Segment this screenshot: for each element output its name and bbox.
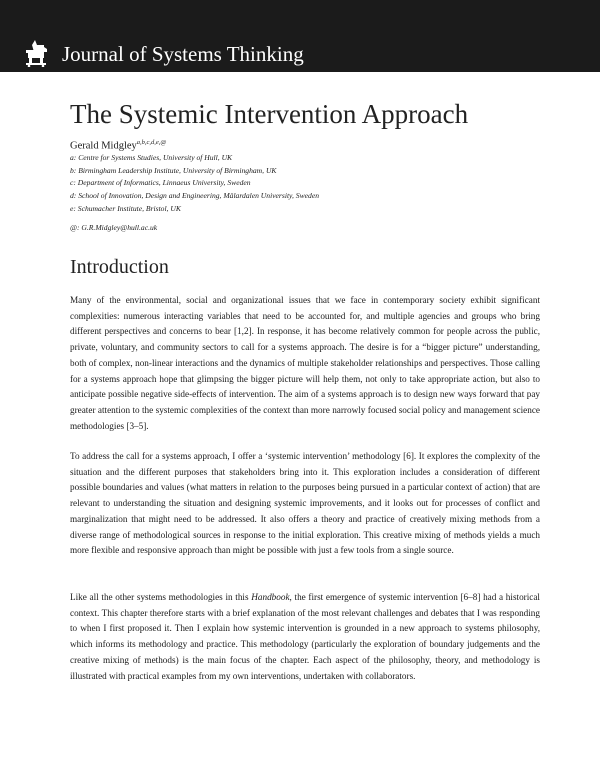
affiliation-item: d: School of Innovation, Design and Engineering, Mälardalen University, Sweden bbox=[70, 191, 320, 201]
author-superscript: a,b,c,d,e,@ bbox=[136, 139, 167, 146]
paragraph-text: , the first emergence of systemic intervention [6–8] had a historical context. This chapter therefore starts with a brief explanation of the most relevant challenges and debates that I was responding to when I first proposed it. Then I explain how systemic intervention is grounded in a new approach to systems philosophy, which informs its methodology and practice. This methodology (particularly the exploration of boundary judgements and the creative mixing of methods) is the main focus of the chapter. Each aspect of the philosophy, theory, and methodology is illustrated with practical examples from my own interventions, undertaken with collaborators. bbox=[70, 592, 540, 681]
trojan-horse-icon bbox=[22, 40, 52, 67]
author-name: Gerald Midgley bbox=[70, 140, 137, 152]
journal-name: Journal of Systems Thinking bbox=[62, 42, 304, 66]
affiliation-item: c: Department of Informatics, Linnaeus University, Sweden bbox=[70, 178, 251, 188]
article-title: The Systemic Intervention Approach bbox=[70, 99, 469, 129]
book-title: Handbook bbox=[251, 592, 290, 602]
journal-header bbox=[0, 0, 600, 72]
body-paragraph bbox=[70, 590, 540, 684]
author-email[interactable]: @: G.R.Midgley@hull.ac.uk bbox=[70, 223, 158, 232]
affiliation-item: a: Centre for Systems Studies, University of Hull, UK bbox=[70, 153, 233, 162]
section-heading: Introduction bbox=[70, 256, 169, 278]
paragraph-text: Like all the other systems methodologies in this bbox=[70, 592, 252, 602]
affiliation-item: b: Birmingham Leadership Institute, University of Birmingham, UK bbox=[70, 165, 277, 175]
affiliation-item: e: Schumacher Institute, Bristol, UK bbox=[70, 203, 181, 213]
author-line bbox=[70, 136, 166, 154]
body-paragraph: To address the call for a systems approach, I offer a ‘systemic intervention’ methodology [6]. It explores the complexity of the situation and the different purposes that stakeholders bring into it. This exploration includes a consideration of different possible boundaries and values (what matters in relation to the purposes being pursued in a particular context of action) that are relevant to understanding the situation and designing systemic improvements, and it looks out for processes of conflict and marginalization that might need to be addressed. It also offers a theory and practice of creatively mixing methods from a diverse range of methodological sources in response to the initial exploration. This creative mixing of methods yields a much more flexible and responsive approach than might be possible with just a few tools from a single source. bbox=[70, 451, 540, 556]
body-paragraph: Many of the environmental, social and organizational issues that we face in contemporary society exhibit significant complexities: numerous interacting variables that need to be accounted for, and multiple agencies and groups who bring different perspectives and concerns to bear [1,2]. In response, it has become relatively common for people across the public, private, voluntary, and community sectors to call for a systems approach. The desire is for a “bigger picture” understanding, both of complex, non-linear interactions and the dynamics of multiple stakeholder relationships and perspectives. Those calling for a systems approach hope that glimpsing the bigger picture will help them, not only to take appropriate action, but also to anticipate possible negative side-effects of intervention. The aim of a systems approach is to design new ways forward that pay greater attention to the systemic complexities of the context than more narrowly focused social policy and management science methodologies [3–5]. bbox=[70, 295, 540, 431]
affiliation-list bbox=[70, 152, 319, 216]
